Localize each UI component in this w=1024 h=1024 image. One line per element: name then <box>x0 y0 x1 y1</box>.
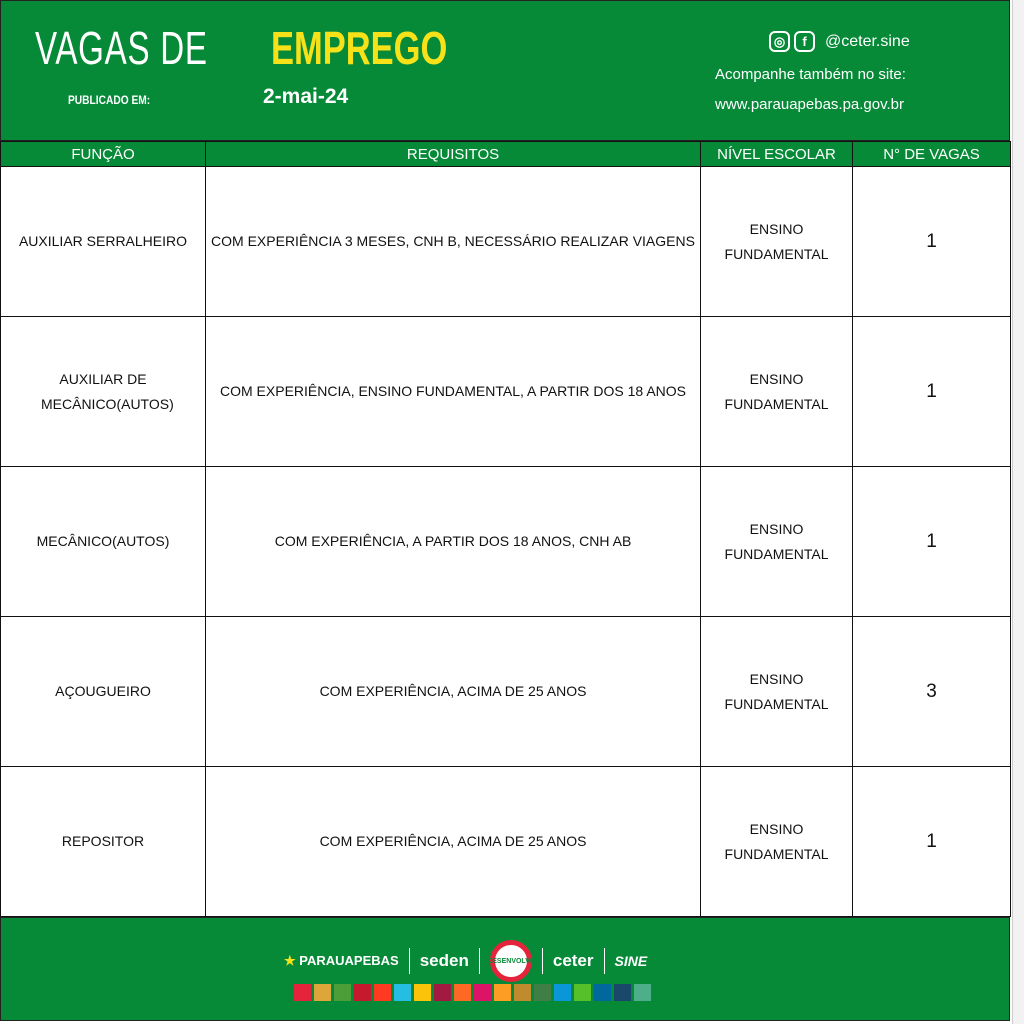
cell-requisitos: COM EXPERIÊNCIA, ENSINO FUNDAMENTAL, A PARTIR DOS 18 ANOS <box>206 317 701 467</box>
instagram-icon: ◎ <box>769 31 790 52</box>
header-requisitos: REQUISITOS <box>206 142 701 167</box>
social-handle: @ceter.sine <box>825 32 910 50</box>
website: www.parauapebas.pa.gov.br <box>715 96 905 113</box>
scrollbar[interactable] <box>1012 0 1024 1024</box>
jobs-table <box>0 141 1011 917</box>
table-row <box>1 767 1011 917</box>
cell-nivel: ENSINO FUNDAMENTAL <box>701 767 853 917</box>
social-info <box>769 31 910 52</box>
logo-sine: SINE <box>614 953 648 969</box>
cell-funcao: AÇOUGUEIRO <box>1 617 206 767</box>
header-banner <box>0 0 1010 141</box>
logo-seden: seden <box>419 951 469 970</box>
cell-vagas: 1 <box>853 467 1011 617</box>
partner-logos <box>284 940 647 982</box>
cell-funcao: AUXILIAR SERRALHEIRO <box>1 167 206 317</box>
follow-text: Acompanhe também no site: <box>715 66 906 83</box>
logo-ceter: ceter <box>552 951 594 970</box>
cell-funcao: REPOSITOR <box>1 767 206 917</box>
cell-vagas: 1 <box>853 167 1011 317</box>
title-part1: VAGAS DE <box>35 22 208 74</box>
cell-nivel: ENSINO FUNDAMENTAL <box>701 467 853 617</box>
cell-funcao: AUXILIAR DE MECÂNICO(AUTOS) <box>1 317 206 467</box>
cell-requisitos: COM EXPERIÊNCIA, A PARTIR DOS 18 ANOS, CNH AB <box>206 467 701 617</box>
cell-nivel: ENSINO FUNDAMENTAL <box>701 617 853 767</box>
header-funcao: FUNÇÃO <box>1 142 206 167</box>
sdg-icons <box>294 984 651 1001</box>
cell-nivel: ENSINO FUNDAMENTAL <box>701 317 853 467</box>
cell-vagas: 1 <box>853 317 1011 467</box>
published-label: PUBLICADO EM: <box>68 93 151 107</box>
cell-vagas: 1 <box>853 767 1011 917</box>
facebook-icon: f <box>794 31 815 52</box>
footer-banner <box>0 917 1010 1021</box>
header-vagas: N° DE VAGAS <box>853 142 1011 167</box>
cell-vagas: 3 <box>853 617 1011 767</box>
table-row <box>1 317 1011 467</box>
cell-requisitos: COM EXPERIÊNCIA 3 MESES, CNH B, NECESSÁRIO REALIZAR VIAGENS <box>206 167 701 317</box>
logo-parauapebas: ★ PARAUAPEBAS <box>284 953 399 968</box>
title-part2: EMPREGO <box>271 22 448 74</box>
table-row <box>1 617 1011 767</box>
published-date: 2-mai-24 <box>263 85 349 108</box>
cell-nivel: ENSINO FUNDAMENTAL <box>701 167 853 317</box>
cell-requisitos: COM EXPERIÊNCIA, ACIMA DE 25 ANOS <box>206 767 701 917</box>
table-row <box>1 167 1011 317</box>
header-nivel: NÍVEL ESCOLAR <box>701 142 853 167</box>
cell-requisitos: COM EXPERIÊNCIA, ACIMA DE 25 ANOS <box>206 617 701 767</box>
table-row <box>1 467 1011 617</box>
logo-desenvolve: DESENVOLVE <box>490 940 532 982</box>
cell-funcao: MECÂNICO(AUTOS) <box>1 467 206 617</box>
